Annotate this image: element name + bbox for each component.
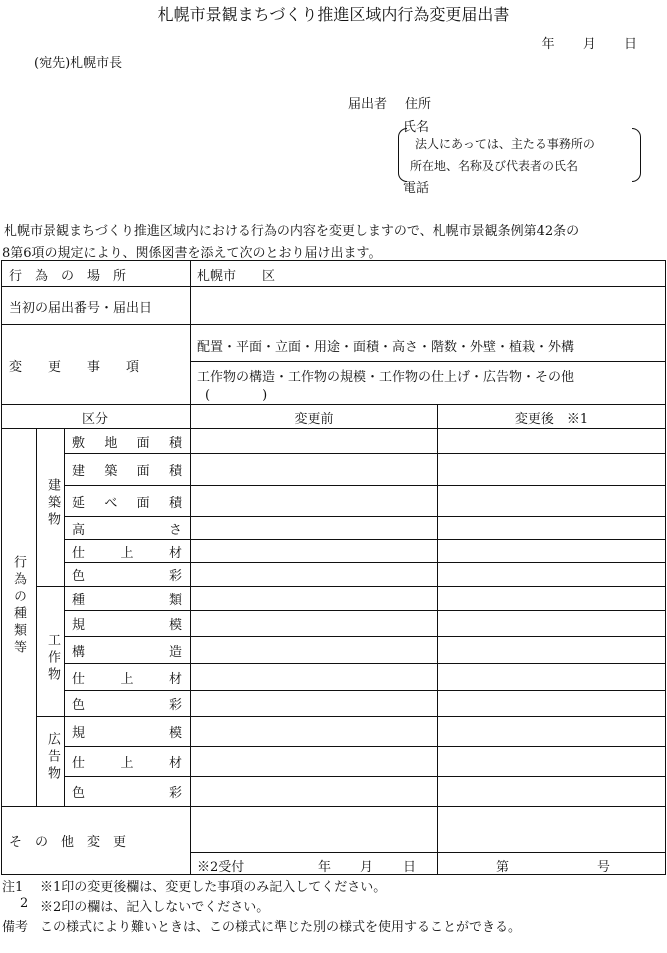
document-title: 札幌市景観まちづくり推進区域内行為変更届出書 — [157, 5, 510, 24]
item-label — [72, 565, 182, 584]
item-label — [72, 460, 182, 479]
item-label-char: 高 — [72, 523, 86, 538]
item-label-char: 彩 — [168, 698, 182, 713]
item-label — [72, 694, 182, 713]
change-options-line2: 工作物の構造・工作物の規模・工作物の仕上げ・広告物・その他 — [197, 370, 575, 385]
location-value: 札幌市 区 — [197, 269, 276, 284]
item-label-char: 材 — [168, 546, 182, 561]
bracket-left — [398, 128, 407, 182]
receipt-year: 年 — [318, 860, 332, 875]
receipt-month: 月 — [360, 860, 374, 875]
item-label-char: 色 — [72, 698, 86, 713]
structure-label: 工作物 — [45, 633, 60, 684]
item-label-char: 材 — [168, 756, 182, 771]
month-label: 月 — [582, 37, 596, 52]
year-label: 年 — [541, 37, 555, 52]
item-label — [72, 519, 182, 538]
form-table — [0, 260, 667, 897]
header-category: 区分 — [81, 412, 108, 427]
item-label-char: 積 — [168, 496, 182, 511]
item-label-char: 積 — [168, 464, 182, 479]
note2-label: 2 — [20, 896, 29, 911]
change-options-line1: 配置・平面・立面・用途・面積・高さ・階数・外壁・植栽・外構 — [197, 340, 575, 355]
item-label-char: 敷 — [72, 436, 86, 451]
item-label-char: 彩 — [168, 786, 182, 801]
change-paren: ( ) — [205, 388, 268, 403]
address-label: 住所 — [405, 97, 432, 112]
intro-line1: 札幌市景観まちづくり推進区域内における行為の内容を変更しますので、札幌市景観条例第42条の — [4, 224, 580, 239]
item-label — [72, 641, 182, 660]
item-label-char: 仕 — [72, 756, 86, 771]
item-label-char: 造 — [168, 645, 182, 660]
header-before: 変更前 — [294, 412, 334, 427]
item-label-char: 上 — [120, 672, 134, 687]
item-label-char: 色 — [72, 569, 86, 584]
item-label-char: 規 — [72, 618, 86, 633]
number-suffix: 号 — [597, 860, 611, 875]
item-label-char: 種 — [72, 593, 86, 608]
corp-note-line2: 所在地、名称及び代表者の氏名 — [410, 159, 579, 173]
item-label-char: 建 — [72, 464, 86, 479]
item-label — [72, 432, 182, 451]
item-label-char: 彩 — [168, 569, 182, 584]
remark-label: 備考 — [2, 920, 29, 935]
item-label-char: 面 — [136, 464, 150, 479]
item-label — [72, 492, 182, 511]
item-label — [72, 589, 182, 608]
item-label — [72, 614, 182, 633]
group-label: 行為の種類等 — [11, 555, 26, 657]
item-label-char: 地 — [104, 436, 118, 451]
item-label-char: 構 — [72, 645, 86, 660]
item-label-char: 仕 — [72, 672, 86, 687]
addressee: (宛先)札幌市長 — [34, 56, 123, 71]
item-label-char: 仕 — [72, 546, 86, 561]
item-label — [72, 752, 182, 771]
change-label: 変 更 事 項 — [9, 360, 140, 375]
receipt-label: ※2受付 — [197, 860, 245, 875]
note1-label: 注1 — [2, 880, 24, 895]
name-label: 氏名 — [403, 120, 430, 135]
item-label-char: 延 — [72, 496, 86, 511]
item-label-char: 面 — [136, 496, 150, 511]
item-label — [72, 782, 182, 801]
building-label: 建築物 — [45, 478, 60, 529]
bracket-right — [632, 128, 641, 182]
item-label — [72, 668, 182, 687]
other-label: そ の 他 変 更 — [9, 835, 127, 850]
location-label — [9, 265, 181, 284]
item-label-char: 築 — [104, 464, 118, 479]
phone-label: 電話 — [403, 181, 430, 196]
location-label-text: 行 為 の 場 所 — [9, 269, 127, 284]
intro-line2: 8第6項の規定により、関係図書を添えて次のとおり届け出ます。 — [2, 246, 382, 261]
item-label — [72, 722, 182, 741]
item-label-char: 上 — [120, 546, 134, 561]
item-label-char: 模 — [168, 726, 182, 741]
day-label: 日 — [623, 37, 637, 52]
item-label-char: 類 — [168, 593, 182, 608]
receipt-day: 日 — [403, 860, 417, 875]
item-label-char: べ — [104, 496, 118, 511]
corp-note-line1: 法人にあっては、主たる事務所の — [415, 137, 595, 151]
item-label-char: 上 — [120, 756, 134, 771]
item-label-char: 材 — [168, 672, 182, 687]
item-label-char: さ — [168, 523, 182, 538]
item-label-char: 面 — [136, 436, 150, 451]
ad-label: 広告物 — [45, 732, 60, 783]
item-label-char: 模 — [168, 618, 182, 633]
header-after: 変更後 ※1 — [514, 412, 589, 427]
note1-text: ※1印の変更後欄は、変更した事項のみ記入してください。 — [40, 880, 387, 895]
remark-text: この様式により難いときは、この様式に準じた別の様式を使用することができる。 — [40, 920, 522, 935]
number-prefix: 第 — [496, 860, 510, 875]
applicant-label: 届出者 — [348, 97, 388, 112]
item-label-char: 規 — [72, 726, 86, 741]
date-line — [518, 33, 637, 52]
initial-label: 当初の届出番号・届出日 — [9, 301, 153, 316]
note2-text: ※2印の欄は、記入しないでください。 — [40, 900, 270, 915]
item-label-char: 色 — [72, 786, 86, 801]
item-label-char: 積 — [168, 436, 182, 451]
item-label — [72, 542, 182, 561]
